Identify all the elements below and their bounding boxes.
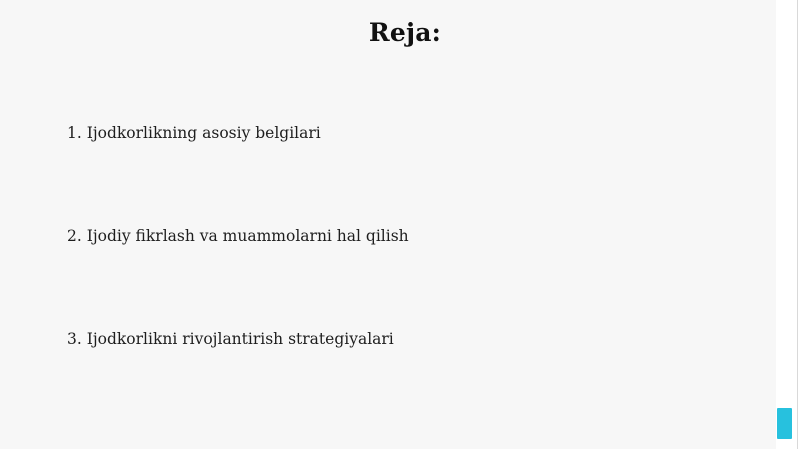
plan-item-number: 2. (67, 227, 82, 245)
plan-item-text: Ijodkorlikning asosiy belgilari (86, 124, 321, 142)
plan-item (67, 227, 409, 245)
plan-item (67, 124, 321, 142)
plan-item-text: Ijodiy fikrlash va muammolarni hal qilish (86, 227, 409, 245)
plan-item-text: Ijodkorlikni rivojlantirish strategiyalari (86, 330, 394, 348)
plan-item-number: 3. (67, 330, 82, 348)
plan-item-number: 1. (67, 124, 82, 142)
slide-title: Reja: (368, 18, 442, 47)
plan-item (67, 330, 394, 348)
scrollbar-divider (797, 0, 798, 449)
scrollbar-thumb[interactable] (777, 408, 792, 439)
